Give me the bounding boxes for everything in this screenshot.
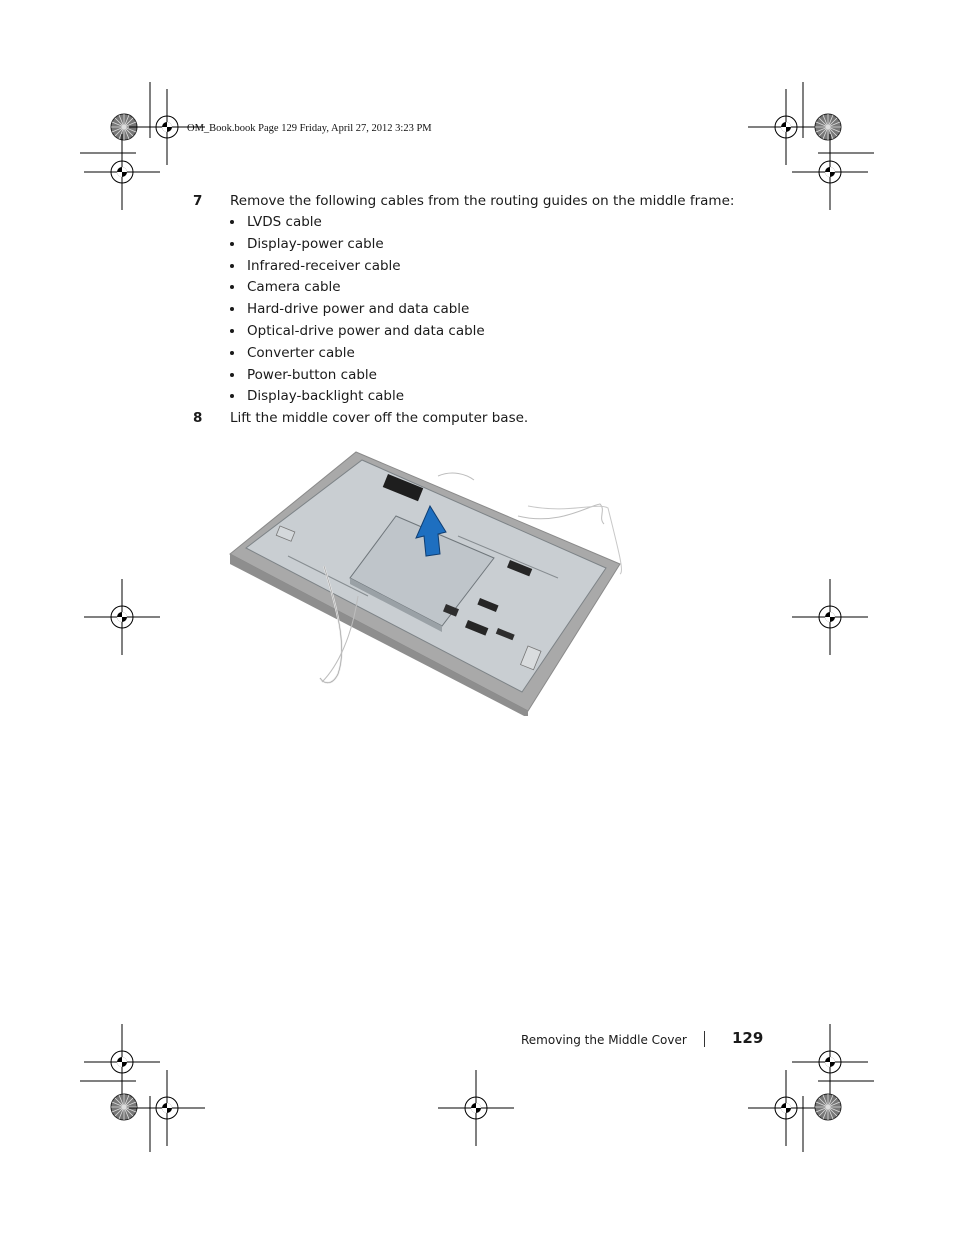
crosshair-icon (84, 134, 160, 210)
list-item: Optical-drive power and data cable (227, 321, 485, 343)
crosshair-icon (792, 1024, 868, 1100)
crosshair-icon (792, 134, 868, 210)
list-item: Display-power cable (227, 234, 485, 256)
list-item: Camera cable (227, 277, 485, 299)
step-number: 7 (193, 193, 203, 209)
step-number: 8 (193, 410, 203, 426)
list-item: Converter cable (227, 343, 485, 365)
list-item: LVDS cable (227, 212, 485, 234)
star-target-icon (815, 114, 841, 140)
list-item: Hard-drive power and data cable (227, 299, 485, 321)
step-text: Lift the middle cover off the computer base. (230, 410, 529, 426)
list-item: Display-backlight cable (227, 386, 485, 408)
print-header: OM_Book.book Page 129 Friday, April 27, 2012 3:23 PM (187, 123, 432, 134)
list-item: Infrared-receiver cable (227, 256, 485, 278)
crosshair-icon (129, 89, 205, 165)
footer-section-title: Removing the Middle Cover (521, 1033, 687, 1047)
crosshair-icon (438, 1070, 514, 1146)
star-target-icon (111, 1094, 137, 1120)
crosshair-icon (792, 579, 868, 655)
crosshair-icon (129, 1070, 205, 1146)
crosshair-icon (748, 89, 824, 165)
list-item: Power-button cable (227, 365, 485, 387)
crosshair-icon (84, 579, 160, 655)
step-text: Remove the following cables from the routing guides on the middle frame: (230, 193, 735, 209)
crosshair-icon (84, 1024, 160, 1100)
page-number: 129 (732, 1029, 764, 1047)
crosshair-icon (748, 1070, 824, 1146)
star-target-icon (815, 1094, 841, 1120)
